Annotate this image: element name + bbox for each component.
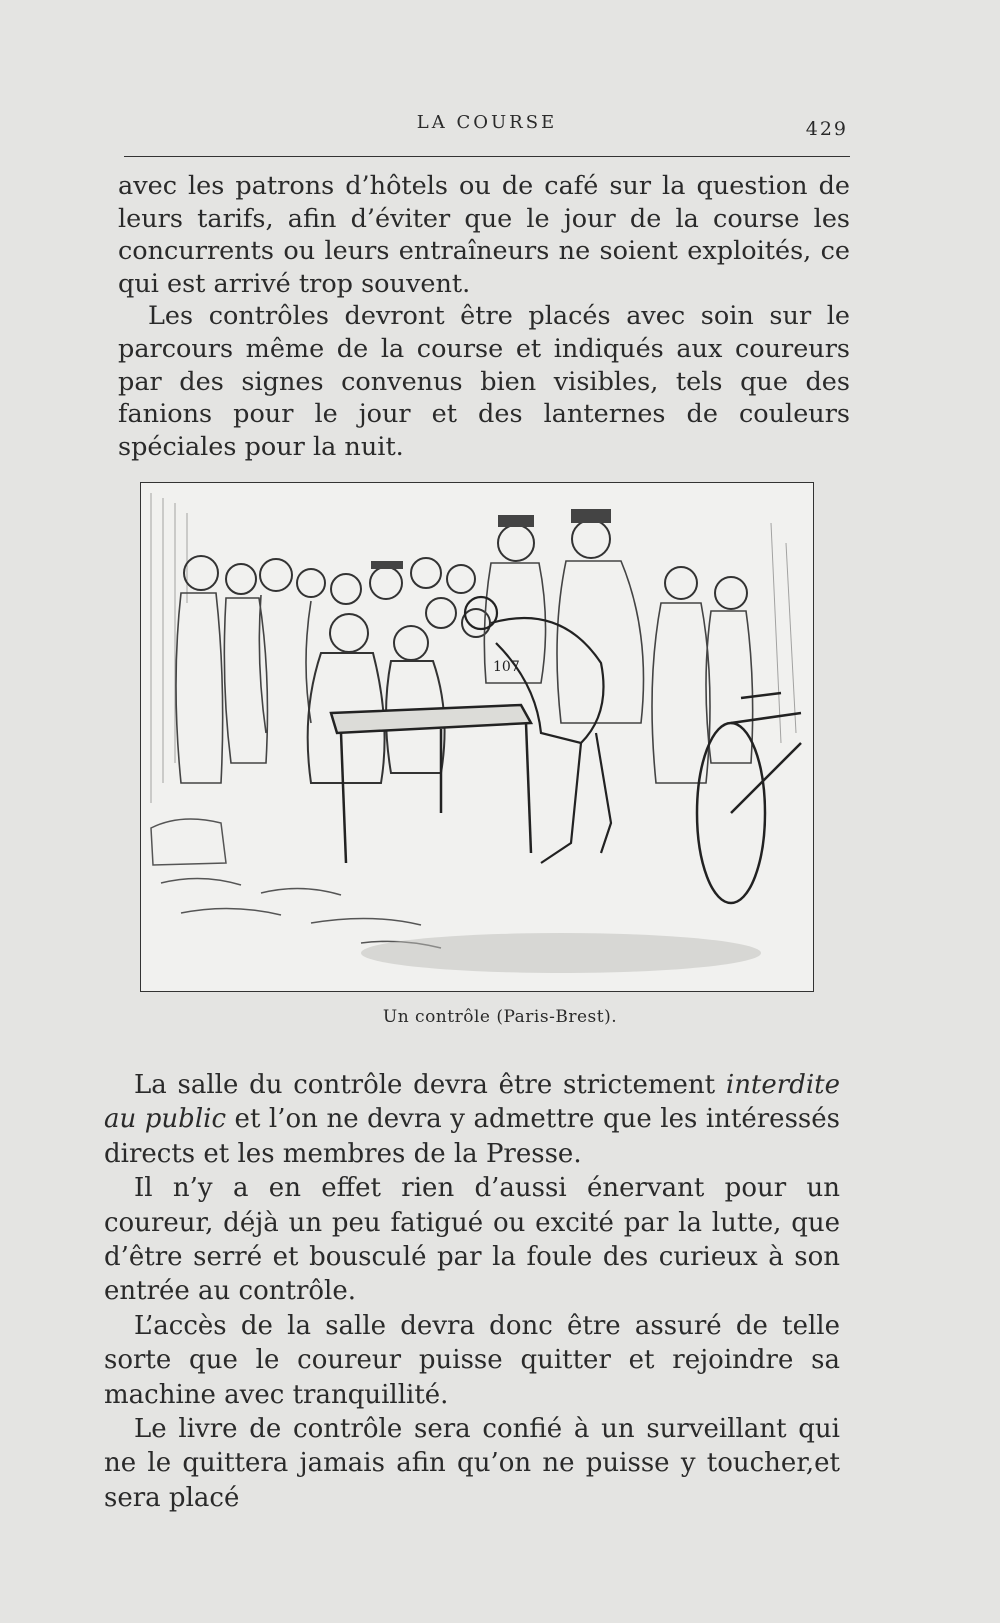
running-title: LA COURSE [416, 112, 558, 133]
running-head [124, 108, 850, 158]
paragraph-3 [104, 1068, 840, 1171]
paragraph-2: Les contrôles devront être placés avec soin sur le parcours même de la course et indiqués aux coureurs par des signes convenus bien visibles, tels que des fanions pour le jour et des lanternes de couleurs spéciales pour la nuit. [118, 301, 850, 462]
paragraph-1: avec les patrons d’hôtels ou de café sur la question de leurs tarifs, afin d’éviter que le jour de la course les concurrents ou leurs entraîneurs ne soient exploités, ce qui est arrivé trop souvent. [118, 171, 850, 299]
paragraph-3-italic: interdite au public [104, 1070, 840, 1135]
text-block-top [118, 170, 850, 463]
text-block-bottom [104, 1068, 840, 1515]
header-rule [124, 156, 850, 157]
paragraph-3-end: et l’on ne devra y admettre que les intéressés directs et les membres de la Presse. [104, 1104, 840, 1169]
paragraph-6: Le livre de contrôle sera confié à un surveillant qui ne le quittera jamais afin qu’on ne puisse y toucher,et sera placé [104, 1414, 840, 1513]
illustration-un-controle [140, 482, 814, 992]
paragraph-4: Il n’y a en effet rien d’aussi énervant pour un coureur, déjà un peu fatigué ou excité par la lutte, que d’être serré et bousculé par la foule des curieux à son entrée au contrôle. [104, 1173, 840, 1307]
paragraph-5: L’accès de la salle devra donc être assuré de telle sorte que le coureur puisse quitter et rejoindre sa machine avec tranquillité. [104, 1310, 840, 1410]
figure-caption: Un contrôle (Paris-Brest). [382, 1007, 618, 1027]
rider-number-label: 107 [493, 659, 520, 675]
paragraph-3-start: La salle du contrôle devra être strictement [134, 1070, 726, 1100]
page-number: 429 [805, 118, 848, 140]
